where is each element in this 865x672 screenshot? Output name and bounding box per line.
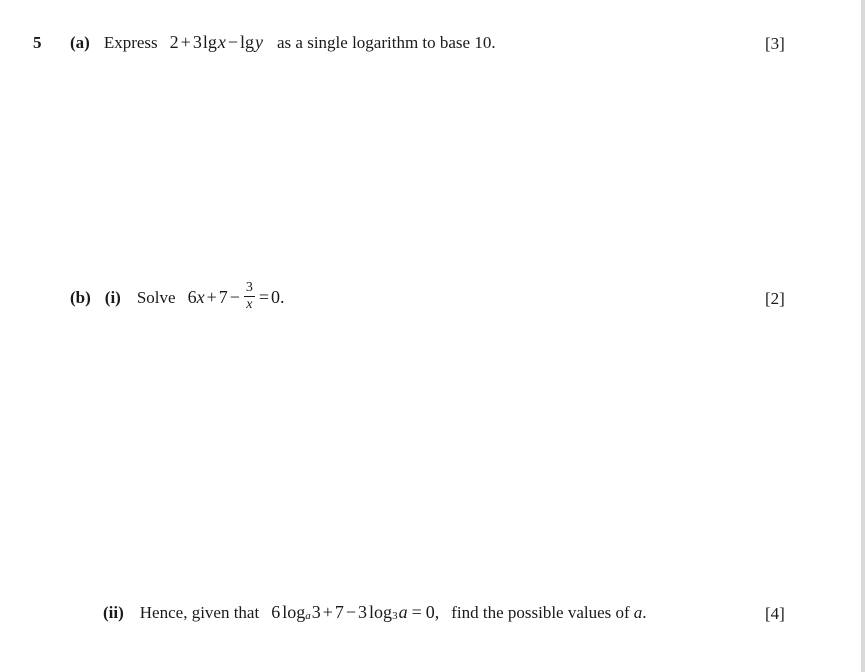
- part-b-ii-marks: [4]: [765, 604, 785, 623]
- fraction-denominator: x: [246, 297, 253, 312]
- eq-ii-log1: log: [282, 602, 306, 622]
- eq-i-equals: =: [258, 287, 270, 307]
- expr-a-minus: −: [227, 32, 238, 52]
- part-a-expression: [170, 32, 263, 53]
- eq-ii-plus: +: [322, 602, 333, 622]
- part-b-label: (b): [70, 287, 91, 307]
- eq-ii-arg-3: 3: [311, 602, 321, 622]
- part-a-suffix: as a single logarithm to base 10.: [277, 32, 496, 52]
- eq-ii-minus: −: [345, 602, 357, 622]
- expr-a-2: 2: [169, 32, 179, 52]
- eq-ii-equals: =: [411, 602, 422, 622]
- eq-i-zero: 0.: [271, 287, 285, 307]
- page-edge: [861, 0, 865, 672]
- part-b-ii-suffix-var: a: [633, 602, 643, 622]
- expr-a-x: x: [217, 32, 226, 52]
- expr-a-3: 3: [192, 32, 202, 52]
- eq-ii-base-a: a: [305, 609, 311, 622]
- expr-a-lg1: lg: [202, 32, 217, 52]
- eq-ii-3: 3: [358, 602, 368, 622]
- part-b-ii-label: (ii): [103, 602, 124, 622]
- part-b-i-prefix: Solve: [136, 287, 176, 307]
- eq-ii-log2: log: [369, 602, 393, 622]
- part-a-line: [70, 32, 496, 53]
- eq-ii-base-3: 3: [392, 609, 398, 622]
- part-b-i-label: (i): [104, 287, 121, 307]
- part-b-ii-line: [103, 602, 646, 623]
- part-b-ii-prefix: Hence, given that: [139, 602, 260, 622]
- expr-a-lg2: lg: [239, 32, 254, 52]
- eq-i-6: 6: [187, 287, 197, 307]
- eq-ii-7: 7: [334, 602, 344, 622]
- part-b-ii-equation: [271, 602, 439, 623]
- eq-i-fraction: [244, 281, 255, 312]
- expr-a-plus: +: [180, 32, 191, 52]
- eq-ii-6: 6: [271, 602, 281, 622]
- expr-a-y: y: [255, 32, 263, 52]
- question-number: 5: [33, 33, 42, 52]
- part-b-i-marks: [2]: [765, 289, 785, 308]
- part-a-marks: [3]: [765, 34, 785, 53]
- eq-i-7: 7: [218, 287, 228, 307]
- part-b-i-line: [70, 282, 285, 313]
- part-b-ii-suffix-end: .: [642, 602, 647, 622]
- eq-i-plus: +: [206, 287, 217, 307]
- eq-i-minus: −: [229, 287, 240, 307]
- eq-ii-arg-a: a: [398, 602, 408, 622]
- part-b-ii-suffix: find the possible values of: [451, 602, 630, 622]
- part-a-prefix: Express: [103, 32, 158, 52]
- part-b-i-equation: [188, 282, 285, 313]
- part-a-label: (a): [70, 32, 90, 52]
- eq-ii-zero: 0,: [425, 602, 440, 622]
- eq-i-x: x: [196, 287, 205, 307]
- fraction-numerator: 3: [245, 280, 253, 295]
